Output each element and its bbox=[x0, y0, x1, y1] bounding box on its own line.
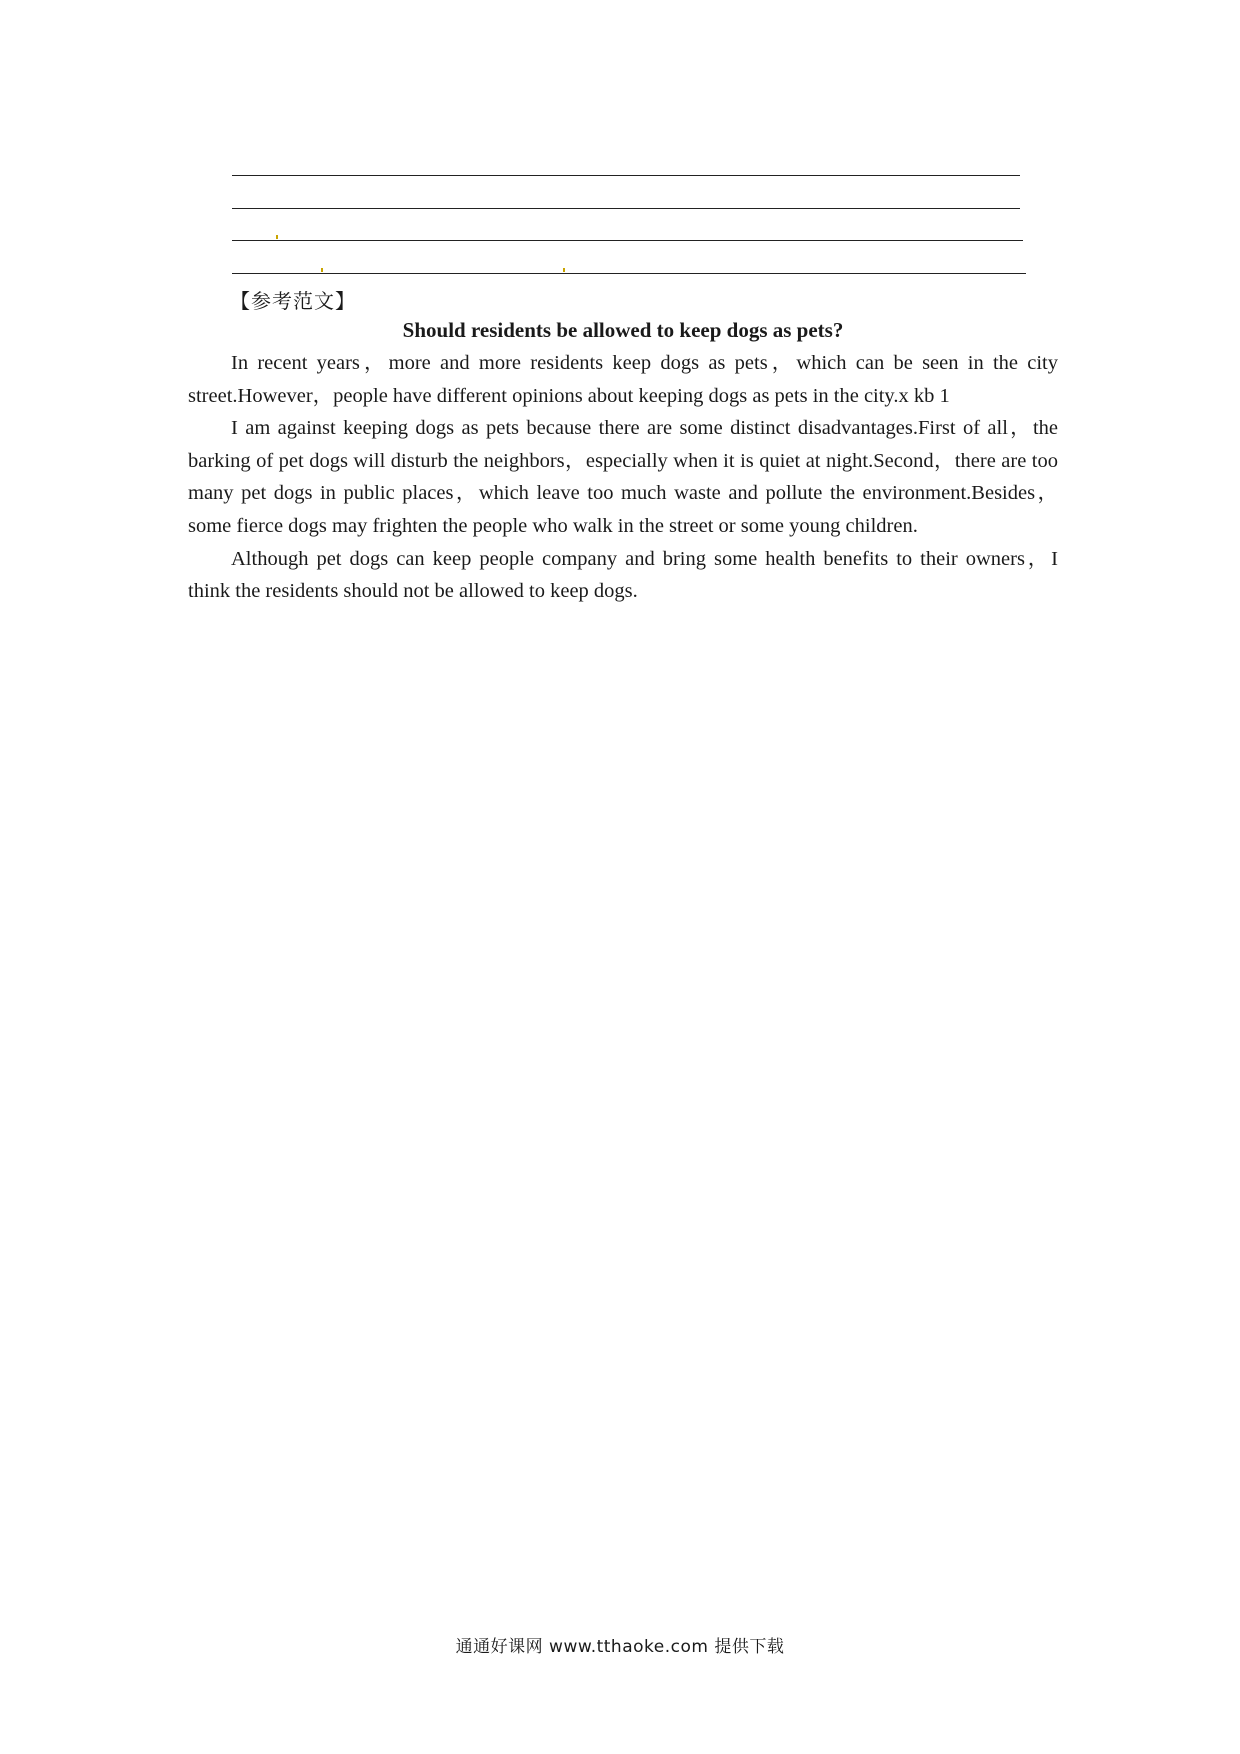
section-heading: 【参考范文】 bbox=[230, 289, 356, 313]
answer-line-4 bbox=[232, 273, 1026, 274]
essay-paragraph: I am against keeping dogs as pets because there are some distinct disadvantages.First of all，the barking of pet dogs will disturb the neighbors，especially when it is quiet at night.Second，there are too many pet dogs in public places，which leave too much waste and pollute the environment.Besides，some fierce dogs may frighten the people who walk in the street or some young children. bbox=[188, 417, 1058, 537]
essay-paragraph: In recent years，more and more residents keep dogs as pets，which can be seen in the city street.However，people have different opinions about keeping dogs as pets in the city.x kb 1 bbox=[188, 352, 1058, 407]
line-mark bbox=[563, 268, 565, 272]
line-mark bbox=[321, 268, 323, 272]
essay-paragraph: Although pet dogs can keep people company and bring some health benefits to their owners，I think the residents should not be allowed to keep dogs. bbox=[188, 547, 1058, 603]
answer-line-3 bbox=[232, 240, 1023, 241]
page-footer: 通通好课网 www.tthaoke.com 提供下载 bbox=[455, 1637, 785, 1657]
answer-line-1 bbox=[232, 175, 1020, 176]
essay-title: Should residents be allowed to keep dogs as pets? bbox=[402, 318, 844, 342]
line-mark bbox=[276, 235, 278, 239]
answer-line-2 bbox=[232, 208, 1020, 209]
essay-body bbox=[188, 347, 1058, 608]
